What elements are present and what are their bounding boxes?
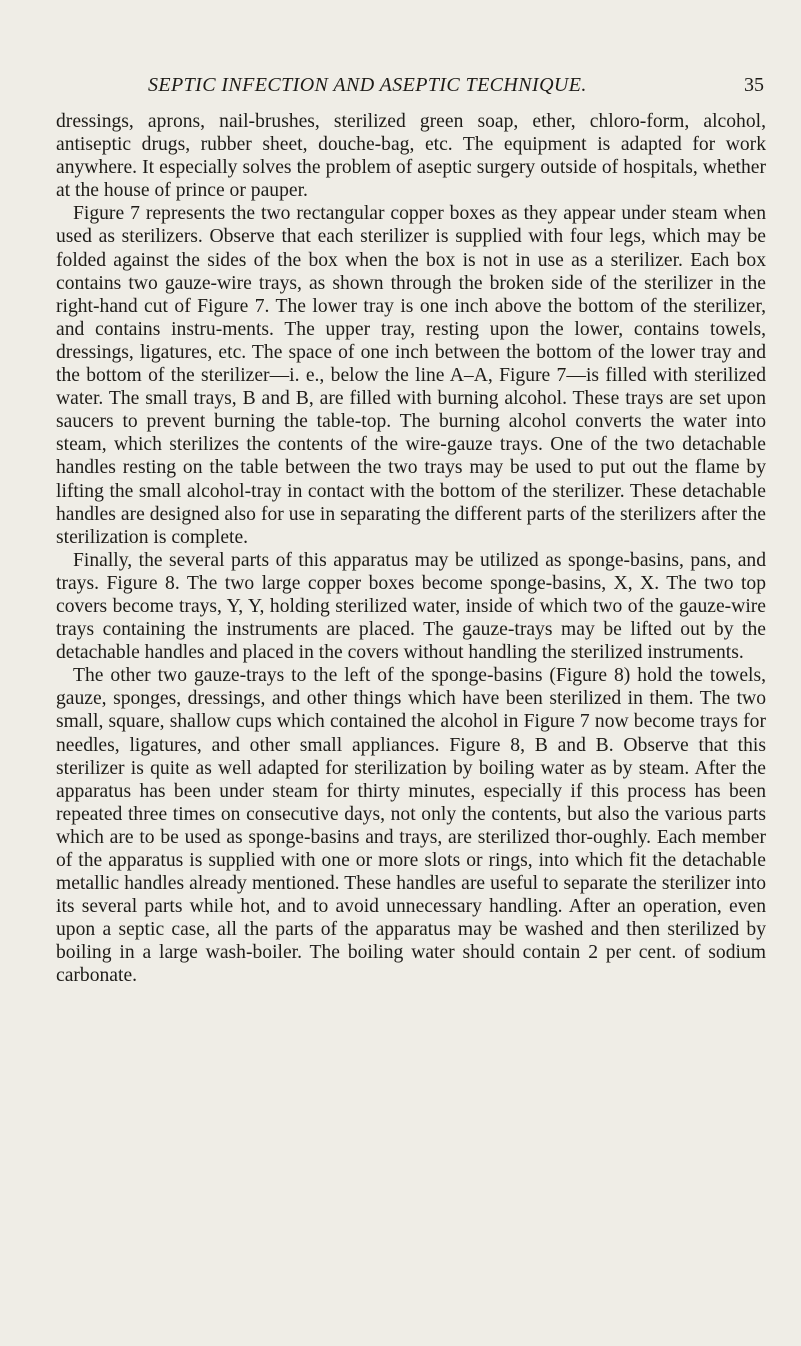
paragraph-gauze-trays: The other two gauze-trays to the left of the sponge-basins (Figure 8) hold the towels, gauze, sponges, dressings, and other things which have been sterilized in them. The two small, square, shallow cups which contained the alcohol in Figure 7 now become trays for needles, ligatures, and other small appliances. Figure 8, B and B. Observe that this sterilizer is quite as well adapted for sterilization by boiling water as by steam. After the apparatus has been under steam for thirty minutes, especially if this process has been repeated three times on consecutive days, not only the contents, but also the various parts which are to be used as sponge-basins and trays, are sterilized thor-oughly. Each member of the apparatus is supplied with one or more slots or rings, into which fit the detachable metallic handles already mentioned. These handles are useful to separate the sterilizer into its several parts while hot, and to avoid unnecessary handling. After an operation, even upon a septic case, all the parts of the apparatus may be washed and then sterilized by boiling in a large wash-boiler. The boiling water should contain 2 per cent. of sodium carbonate.	[56, 665, 766, 987]
book-page	[56, 74, 766, 988]
paragraph-figure-8: Finally, the several parts of this apparatus may be utilized as sponge-basins, pans, and trays. Figure 8. The two large copper boxes become sponge-basins, X, X. The two top covers become trays, Y, Y, holding sterilized water, inside of which two of the gauze-wire trays containing the instruments are placed. The gauze-trays may be lifted out by the detachable handles and placed in the covers without handling the sterilized instruments.	[56, 549, 766, 664]
running-title: SEPTIC INFECTION AND ASEPTIC TECHNIQUE.	[148, 74, 587, 96]
running-head	[56, 74, 766, 102]
paragraph-continued: dressings, aprons, nail-brushes, sterilized green soap, ether, chloro-form, alcohol, antiseptic drugs, rubber sheet, douche-bag, etc. The equipment is adapted for work anywhere. It especially solves the problem of aseptic surgery outside of hospitals, whether at the house of prince or pauper.	[56, 111, 766, 202]
page-number: 35	[744, 74, 764, 96]
paragraph-figure-7: Figure 7 represents the two rectangular copper boxes as they appear under steam when used as sterilizers. Observe that each sterilizer is supplied with four legs, which may be folded against the sides of the box when the box is not in use as a sterilizer. Each box contains two gauze-wire trays, as shown through the broken side of the sterilizer in the right-hand cut of Figure 7. The lower tray is one inch above the bottom of the sterilizer, and contains instru-ments. The upper tray, resting upon the lower, contains towels, dressings, ligatures, etc. The space of one inch between the bottom of the lower tray and the bottom of the sterilizer—i. e., below the line A–A, Figure 7—is filled with sterilized water. The small trays, B and B, are filled with burning alcohol. These trays are set upon saucers to prevent burning the table-top. The burning alcohol converts the water into steam, which sterilizes the contents of the wire-gauze trays. One of the two detachable handles resting on the table between the two trays may be used to put out the flame by lifting the small alcohol-tray in contact with the bottom of the sterilizer. These detachable handles are designed also for use in separating the different parts of the sterilizers after the sterilization is complete.	[56, 203, 766, 548]
body-text	[56, 110, 766, 988]
